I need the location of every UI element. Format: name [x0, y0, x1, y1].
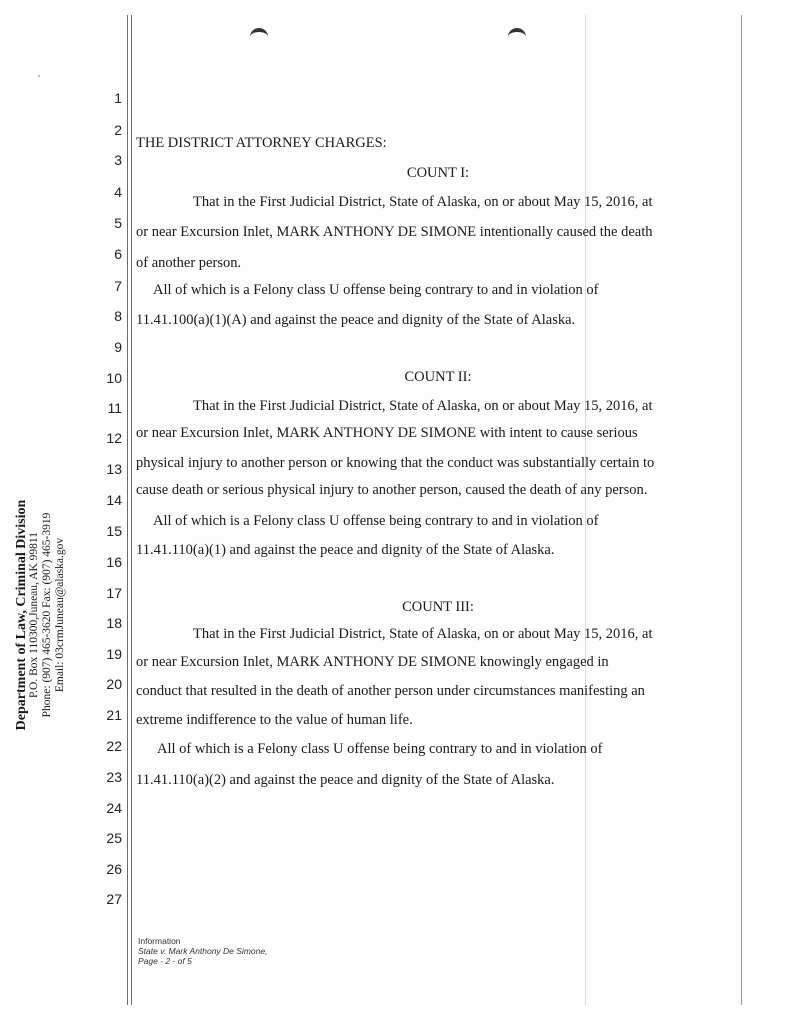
office-address-block — [15, 480, 67, 750]
line-number: 18 — [106, 615, 122, 631]
line-number: 13 — [106, 461, 122, 477]
footer-case-caption: State v. Mark Anthony De Simone, — [138, 946, 268, 956]
fold-line — [585, 15, 586, 1005]
line-number: 11 — [107, 400, 122, 416]
count-text-line: That in the First Judicial District, State of Alaska, on or about May 15, 2016, at — [193, 398, 653, 414]
line-number: 12 — [106, 430, 122, 446]
line-number: 10 — [106, 370, 122, 386]
count-text-line: conduct that resulted in the death of another person under circumstances manifesting an — [136, 683, 645, 699]
line-number: 21 — [106, 707, 122, 723]
count-text-line: or near Excursion Inlet, MARK ANTHONY DE SIMONE knowingly engaged in — [136, 654, 609, 670]
line-number: 17 — [106, 585, 122, 601]
line-number: 1 — [114, 90, 122, 106]
offense-text-line: 11.41.110(a)(1) and against the peace and dignity of the State of Alaska. — [136, 542, 555, 558]
count-text-line: or near Excursion Inlet, MARK ANTHONY DE SIMONE with intent to cause serious — [136, 425, 638, 441]
count-text-line: or near Excursion Inlet, MARK ANTHONY DE SIMONE intentionally caused the death — [136, 224, 653, 240]
offense-text-line: All of which is a Felony class U offense being contrary to and in violation of — [153, 282, 599, 298]
footer-page-number: Page - 2 - of 5 — [138, 956, 192, 966]
line-number: 16 — [106, 554, 122, 570]
line-number: 14 — [106, 492, 122, 508]
office-phone: Phone: (907) 465-3620 Fax: (907) 465-3919 — [41, 512, 53, 718]
left-margin-rule-inner — [131, 15, 132, 1005]
office-address: P.O. Box 110300,Juneau, AK 99811 — [28, 532, 40, 698]
line-number: 15 — [106, 523, 122, 539]
line-number: 3 — [114, 152, 122, 168]
line-number: 6 — [114, 246, 122, 262]
line-number: 27 — [106, 891, 122, 907]
count-text-line: of another person. — [136, 255, 242, 271]
line-number: 23 — [106, 769, 122, 785]
count-text-line: physical injury to another person or knowing that the conduct was substantially certain to — [136, 455, 655, 471]
line-number: 7 — [114, 278, 122, 294]
punch-hole-mark — [508, 28, 526, 40]
line-number: 26 — [106, 861, 122, 877]
line-number: 9 — [114, 339, 122, 355]
line-number: 5 — [114, 215, 122, 231]
count-title: COUNT II: — [404, 369, 472, 385]
line-number: 2 — [114, 122, 122, 138]
line-number: 22 — [106, 738, 122, 754]
right-margin-rule — [741, 15, 742, 1005]
line-number: 8 — [114, 308, 122, 324]
left-margin-rule — [127, 15, 128, 1005]
line-number: 19 — [106, 646, 122, 662]
punch-hole-mark — [250, 28, 268, 40]
count-text-line: That in the First Judicial District, State of Alaska, on or about May 15, 2016, at — [193, 626, 653, 642]
offense-text-line: 11.41.100(a)(1)(A) and against the peace and dignity of the State of Alaska. — [136, 312, 576, 328]
office-name: Department of Law, Criminal Division — [14, 499, 29, 731]
line-number: 4 — [114, 184, 122, 200]
offense-text-line: 11.41.110(a)(2) and against the peace and dignity of the State of Alaska. — [136, 772, 555, 788]
line-number: 20 — [106, 676, 122, 692]
scan-speck — [38, 75, 40, 77]
offense-text-line: All of which is a Felony class U offense being contrary to and in violation of — [157, 741, 603, 757]
line-number: 25 — [106, 830, 122, 846]
page-footer — [138, 936, 267, 966]
count-text-line: extreme indifference to the value of human life. — [136, 712, 413, 728]
count-title: COUNT III: — [402, 599, 474, 615]
count-text-line: cause death or serious physical injury to another person, caused the death of any person. — [136, 482, 648, 498]
offense-text-line: All of which is a Felony class U offense being contrary to and in violation of — [153, 513, 599, 529]
office-email: Email: 03crmJuneau@alaska.gov — [54, 537, 66, 693]
charges-heading: THE DISTRICT ATTORNEY CHARGES: — [136, 135, 387, 151]
line-number: 24 — [106, 800, 122, 816]
footer-doc-type: Information — [138, 936, 181, 946]
count-text-line: That in the First Judicial District, State of Alaska, on or about May 15, 2016, at — [193, 194, 653, 210]
count-title: COUNT I: — [406, 165, 470, 181]
